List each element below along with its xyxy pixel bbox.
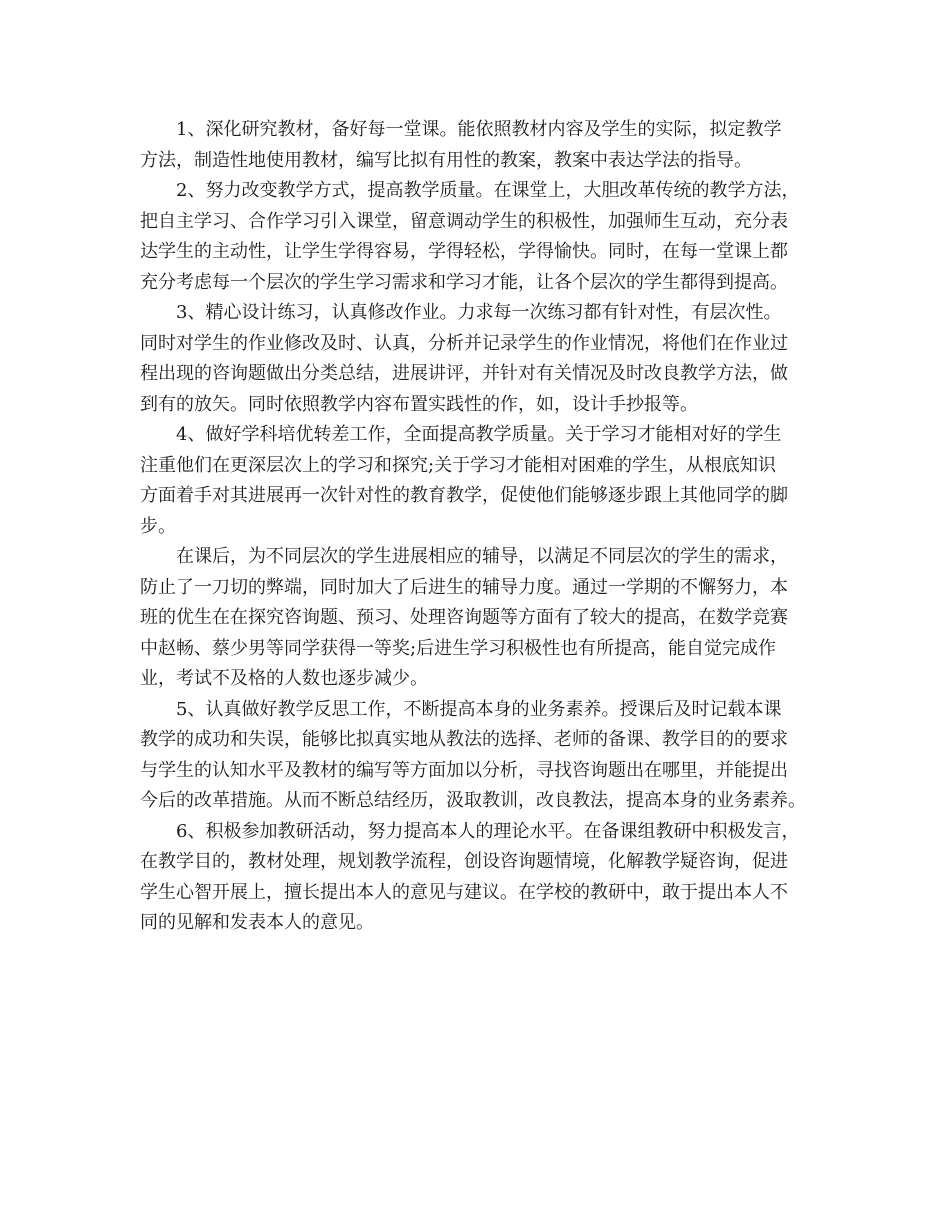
document-body: [140, 115, 812, 939]
text-line: 3、精心设计练习，认真修改作业。力求每一次练习都有针对性，有层次性。: [176, 302, 782, 323]
text-line: 到有的放矢。同时依照教学内容布置实践性的作，如，设计手抄报等。: [140, 393, 698, 415]
text-line: 在课后，为不同层次的学生进展相应的辅导，以满足不同层次的学生的需求，: [176, 546, 788, 567]
text-line: 达学生的主动性，让学生学得容易，学得轻松，学得愉快。同时，在每一堂课上都: [140, 241, 788, 262]
text-line: 4、做好学科培优转差工作，全面提高教学质量。关于学习才能相对好的学生: [176, 424, 782, 445]
paragraph: [140, 695, 812, 817]
text-line: 程出现的咨询题做出分类总结，进展讲评，并针对有关情况及时改良教学方法，做: [140, 363, 788, 384]
text-line: 2、努力改变教学方式，提高教学质量。在课堂上，大胆改革传统的教学方法，: [176, 180, 800, 201]
text-line: 业，考试不及格的人数也逐步减少。: [140, 668, 428, 689]
paragraph: [140, 176, 812, 298]
text-line: 注重他们在更深层次上的学习和探究;关于学习才能相对困难的学生，从根底知识: [140, 454, 777, 476]
text-line: 中赵畅、蔡少男等同学获得一等奖;后进生学习积极性也有所提高，能自觉完成作: [140, 637, 777, 659]
text-line: 今后的改革措施。从而不断总结经历，汲取教训，改良教法，提高本身的业务素养。: [140, 790, 806, 811]
text-line: 方面着手对其进展再一次针对性的教育教学，促使他们能够逐步跟上其他同学的脚: [140, 485, 788, 506]
text-line: 与学生的认知水平及教材的编写等方面加以分析，寻找咨询题出在哪里，并能提出: [140, 759, 788, 781]
text-line: 教学的成功和失误，能够比拟真实地从教法的选择、老师的备课、教学目的的要求: [140, 729, 788, 750]
text-line: 6、积极参加教研活动，努力提高本人的理论水平。在备课组教研中积极发言，: [176, 820, 800, 842]
paragraph: [140, 420, 812, 542]
text-line: 同时对学生的作业修改及时、认真，分析并记录学生的作业情况，将他们在作业过: [140, 332, 788, 354]
text-line: 防止了一刀切的弊端，同时加大了后进生的辅导力度。通过一学期的不懈努力，本: [140, 576, 788, 598]
text-line: 班的优生在在探究咨询题、预习、处理咨询题等方面有了较大的提高，在数学竞赛: [140, 607, 788, 628]
text-line: 5、认真做好教学反思工作，不断提高本身的业务素养。授课后及时记载本课: [176, 698, 782, 720]
paragraph: [140, 817, 812, 939]
text-line: 1、深化研究教材，备好每一堂课。能依照教材内容及学生的实际，拟定教学: [176, 119, 782, 140]
text-line: 在教学目的，教材处理，规划教学流程，创设咨询题情境，化解教学疑咨询，促进: [140, 851, 788, 872]
text-line: 方法，制造性地使用教材，编写比拟有用性的教案，教案中表达学法的指导。: [140, 149, 752, 171]
paragraph: [140, 542, 812, 695]
text-line: 把自主学习、合作学习引入课堂，留意调动学生的积极性，加强师生互动，充分表: [140, 210, 788, 232]
text-line: 步。: [140, 515, 176, 537]
paragraph: [140, 115, 812, 176]
text-line: 学生心智开展上，擅长提出本人的意见与建议。在学校的教研中，敢于提出本人不: [140, 881, 788, 903]
text-line: 同的见解和发表本人的意见。: [140, 912, 374, 933]
paragraph: [140, 298, 812, 420]
text-line: 充分考虑每一个层次的学生学习需求和学习才能，让各个层次的学生都得到提高。: [140, 271, 788, 293]
